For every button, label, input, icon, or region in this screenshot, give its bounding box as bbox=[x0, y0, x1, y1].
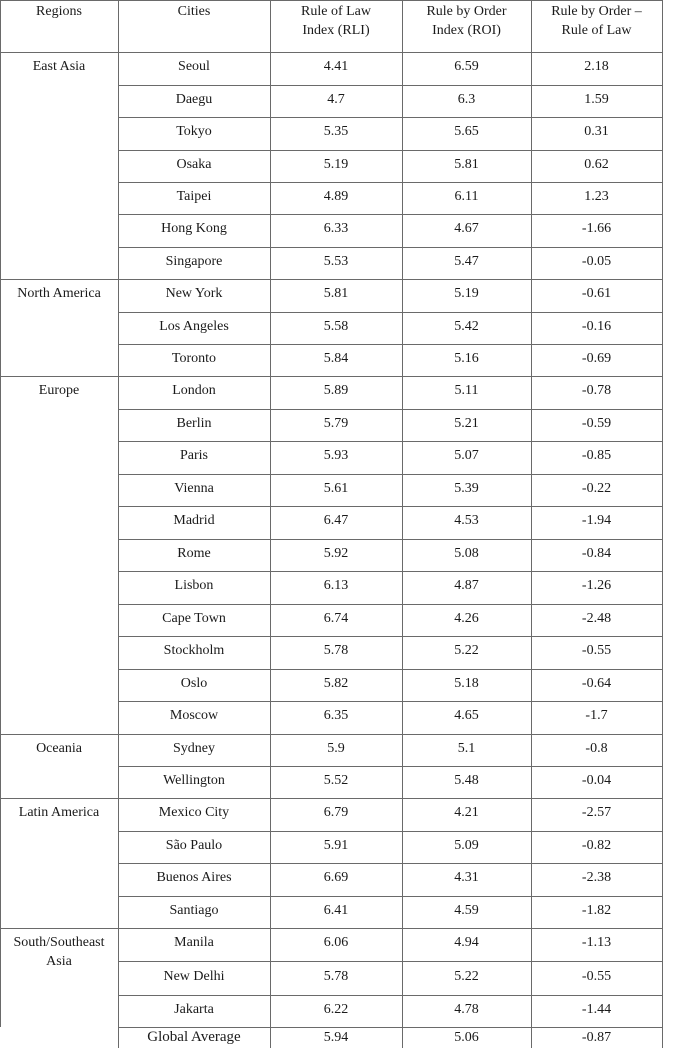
roi-cell: 5.48 bbox=[454, 773, 479, 788]
city-cell: Oslo bbox=[180, 676, 208, 691]
roi-cell: 5.16 bbox=[454, 351, 479, 366]
roi-cell: 4.87 bbox=[454, 578, 479, 593]
rli-cell: 6.79 bbox=[323, 805, 349, 820]
roi-cell: 5.47 bbox=[454, 254, 479, 269]
city-cell: Stockholm bbox=[163, 643, 225, 658]
global-average-roi: 5.06 bbox=[454, 1030, 479, 1045]
diff-cell: 2.18 bbox=[584, 59, 609, 74]
city-cell: Seoul bbox=[178, 59, 210, 74]
region-label bbox=[0, 381, 118, 400]
region-label bbox=[0, 803, 118, 822]
city-cell: Osaka bbox=[176, 157, 212, 172]
region-label-line1: Oceania bbox=[36, 741, 82, 756]
row-divider bbox=[118, 669, 662, 670]
region-label-line1: East Asia bbox=[32, 59, 86, 74]
rli-cell: 5.79 bbox=[323, 416, 349, 431]
roi-cell: 5.81 bbox=[454, 157, 479, 172]
rli-cell: 5.84 bbox=[323, 351, 349, 366]
roi-cell: 5.08 bbox=[454, 546, 479, 561]
city-cell: Toronto bbox=[171, 351, 217, 366]
roi-cell: 6.59 bbox=[454, 59, 479, 74]
roi-cell: 5.19 bbox=[454, 286, 479, 301]
diff-cell: -0.84 bbox=[581, 546, 612, 561]
diff-cell: 0.31 bbox=[584, 124, 609, 139]
global-average-rli: 5.94 bbox=[323, 1030, 349, 1045]
city-cell: Jakarta bbox=[174, 1002, 214, 1017]
rli-cell: 5.35 bbox=[323, 124, 349, 139]
rli-cell: 5.19 bbox=[323, 157, 349, 172]
region-divider bbox=[0, 279, 662, 280]
row-divider bbox=[118, 474, 662, 475]
row-divider bbox=[118, 636, 662, 637]
diff-cell: -2.57 bbox=[581, 805, 612, 820]
header-regions bbox=[0, 2, 118, 21]
roi-cell: 5.39 bbox=[454, 481, 479, 496]
city-cell: Sydney bbox=[173, 741, 215, 756]
row-divider bbox=[118, 896, 662, 897]
row-divider bbox=[118, 182, 662, 183]
region-divider bbox=[0, 734, 662, 735]
header-diff-line1: Rule by Order – bbox=[551, 4, 642, 19]
diff-cell: -0.8 bbox=[585, 741, 608, 756]
region-label-line1: South/Southeast bbox=[13, 935, 105, 950]
roi-cell: 4.65 bbox=[454, 708, 479, 723]
region-divider bbox=[0, 798, 662, 799]
column-border bbox=[0, 0, 1, 1027]
header-diff bbox=[531, 2, 662, 40]
header-cities-line1: Cities bbox=[177, 4, 211, 19]
region-divider bbox=[0, 928, 662, 929]
roi-cell: 5.18 bbox=[454, 676, 479, 691]
region-divider bbox=[0, 376, 662, 377]
region-label bbox=[0, 739, 118, 758]
diff-cell: -0.85 bbox=[581, 448, 612, 463]
rli-cell: 6.41 bbox=[323, 903, 349, 918]
header-regions-line1: Regions bbox=[36, 4, 82, 19]
table-top-border bbox=[0, 0, 662, 1]
diff-cell: -0.59 bbox=[581, 416, 612, 431]
rli-cell: 5.9 bbox=[327, 741, 345, 756]
row-divider bbox=[118, 539, 662, 540]
city-cell: Wellington bbox=[163, 773, 225, 788]
row-divider bbox=[118, 441, 662, 442]
city-cell: Daegu bbox=[175, 92, 213, 107]
roi-cell: 5.1 bbox=[457, 741, 476, 756]
city-cell: London bbox=[172, 383, 216, 398]
diff-cell: 1.23 bbox=[584, 189, 609, 204]
diff-cell: -0.55 bbox=[581, 643, 612, 658]
row-divider bbox=[118, 571, 662, 572]
rli-cell: 5.53 bbox=[323, 254, 349, 269]
header-roi bbox=[402, 2, 531, 40]
rli-cell: 5.82 bbox=[323, 676, 349, 691]
diff-cell: -1.26 bbox=[581, 578, 612, 593]
diff-cell: -1.13 bbox=[581, 935, 612, 950]
city-cell: New York bbox=[165, 286, 223, 301]
diff-cell: -0.82 bbox=[581, 838, 612, 853]
header-roi-line1: Rule by Order bbox=[426, 4, 507, 19]
diff-cell: -0.04 bbox=[581, 773, 612, 788]
city-cell: Santiago bbox=[169, 903, 219, 918]
roi-cell: 5.21 bbox=[454, 416, 479, 431]
city-cell: Mexico City bbox=[158, 805, 230, 820]
header-cities bbox=[118, 2, 270, 21]
row-divider bbox=[118, 961, 662, 962]
rli-cell: 4.7 bbox=[327, 92, 345, 107]
diff-cell: -0.55 bbox=[581, 969, 612, 984]
city-cell: Cape Town bbox=[162, 611, 226, 626]
row-divider bbox=[118, 863, 662, 864]
rli-cell: 5.92 bbox=[323, 546, 349, 561]
diff-cell: -2.48 bbox=[581, 611, 612, 626]
city-cell: Singapore bbox=[165, 254, 223, 269]
rli-cell: 5.78 bbox=[323, 643, 349, 658]
rli-cell: 6.33 bbox=[323, 221, 349, 236]
rli-cell: 5.91 bbox=[323, 838, 349, 853]
rli-cell: 6.74 bbox=[323, 611, 349, 626]
diff-cell: -0.78 bbox=[581, 383, 612, 398]
row-divider bbox=[118, 701, 662, 702]
diff-cell: -0.69 bbox=[581, 351, 612, 366]
city-cell: Lisbon bbox=[174, 578, 214, 593]
diff-cell: 0.62 bbox=[584, 157, 609, 172]
diff-cell: -0.16 bbox=[581, 319, 612, 334]
roi-cell: 5.42 bbox=[454, 319, 479, 334]
global-average-diff: -0.87 bbox=[581, 1030, 612, 1045]
roi-cell: 4.26 bbox=[454, 611, 479, 626]
row-divider bbox=[118, 312, 662, 313]
city-cell: Los Angeles bbox=[159, 319, 229, 334]
rli-cell: 6.06 bbox=[323, 935, 349, 950]
diff-cell: -1.44 bbox=[581, 1002, 612, 1017]
diff-cell: -1.7 bbox=[585, 708, 608, 723]
city-cell: Vienna bbox=[174, 481, 214, 496]
diff-cell: 1.59 bbox=[584, 92, 609, 107]
region-label bbox=[0, 933, 118, 971]
roi-cell: 5.65 bbox=[454, 124, 479, 139]
rli-cell: 6.69 bbox=[323, 870, 349, 885]
header-rli-line1: Rule of Law bbox=[301, 4, 371, 19]
rli-cell: 5.93 bbox=[323, 448, 349, 463]
rli-cell: 5.78 bbox=[323, 969, 349, 984]
rli-cell: 5.52 bbox=[323, 773, 349, 788]
city-cell: Buenos Aires bbox=[156, 870, 232, 885]
diff-cell: -0.05 bbox=[581, 254, 612, 269]
city-cell: Taipei bbox=[176, 189, 212, 204]
city-cell: New Delhi bbox=[163, 969, 225, 984]
diff-cell: -2.38 bbox=[581, 870, 612, 885]
row-divider bbox=[118, 604, 662, 605]
diff-cell: -0.64 bbox=[581, 676, 612, 691]
rli-cell: 6.35 bbox=[323, 708, 349, 723]
roi-cell: 4.21 bbox=[454, 805, 479, 820]
city-cell: Hong Kong bbox=[161, 221, 227, 236]
city-cell: São Paulo bbox=[165, 838, 223, 853]
roi-cell: 4.53 bbox=[454, 513, 479, 528]
row-divider bbox=[118, 150, 662, 151]
global-average-label: Global Average bbox=[147, 1029, 241, 1045]
rli-cell: 6.13 bbox=[323, 578, 349, 593]
row-divider bbox=[118, 995, 662, 996]
city-cell: Manila bbox=[174, 935, 214, 950]
row-divider bbox=[118, 344, 662, 345]
city-cell: Tokyo bbox=[176, 124, 212, 139]
row-divider bbox=[118, 85, 662, 86]
region-label bbox=[0, 57, 118, 76]
rli-cell: 6.47 bbox=[323, 513, 349, 528]
city-cell: Moscow bbox=[169, 708, 219, 723]
diff-cell: -1.82 bbox=[581, 903, 612, 918]
header-roi-line2: Index (ROI) bbox=[432, 23, 501, 38]
header-divider bbox=[0, 52, 662, 53]
diff-cell: -0.61 bbox=[581, 286, 612, 301]
diff-cell: -1.66 bbox=[581, 221, 612, 236]
rli-cell: 5.58 bbox=[323, 319, 349, 334]
roi-cell: 5.22 bbox=[454, 643, 479, 658]
header-diff-line2: Rule of Law bbox=[561, 23, 632, 38]
roi-cell: 4.78 bbox=[454, 1002, 479, 1017]
roi-cell: 6.3 bbox=[457, 92, 476, 107]
region-label-line1: North America bbox=[17, 286, 101, 301]
row-divider bbox=[118, 831, 662, 832]
roi-cell: 4.94 bbox=[454, 935, 479, 950]
row-divider bbox=[118, 409, 662, 410]
row-divider bbox=[118, 766, 662, 767]
row-divider bbox=[118, 506, 662, 507]
rli-cell: 5.61 bbox=[323, 481, 349, 496]
city-cell: Madrid bbox=[173, 513, 215, 528]
row-divider bbox=[118, 117, 662, 118]
roi-cell: 6.11 bbox=[454, 189, 479, 204]
city-cell: Rome bbox=[177, 546, 211, 561]
roi-cell: 4.31 bbox=[454, 870, 479, 885]
diff-cell: -0.22 bbox=[581, 481, 612, 496]
diff-cell: -1.94 bbox=[581, 513, 612, 528]
rli-cell: 6.22 bbox=[323, 1002, 349, 1017]
roi-cell: 4.67 bbox=[454, 221, 479, 236]
roi-cell: 5.22 bbox=[454, 969, 479, 984]
header-rli-line2: Index (RLI) bbox=[302, 23, 370, 38]
row-divider bbox=[118, 214, 662, 215]
header-rli bbox=[270, 2, 402, 40]
roi-cell: 5.11 bbox=[454, 383, 479, 398]
roi-cell: 4.59 bbox=[454, 903, 479, 918]
rli-cell: 5.89 bbox=[323, 383, 349, 398]
rli-cell: 4.89 bbox=[323, 189, 349, 204]
region-label-line1: Europe bbox=[38, 383, 80, 398]
city-cell: Paris bbox=[180, 448, 208, 463]
column-border bbox=[662, 0, 663, 1048]
city-cell: Berlin bbox=[176, 416, 212, 431]
roi-cell: 5.07 bbox=[454, 448, 479, 463]
roi-cell: 5.09 bbox=[454, 838, 479, 853]
rli-cell: 4.41 bbox=[323, 59, 349, 74]
region-label-line1: Latin America bbox=[18, 805, 100, 820]
region-label bbox=[0, 284, 118, 303]
rli-cell: 5.81 bbox=[323, 286, 349, 301]
row-divider bbox=[118, 247, 662, 248]
region-label-line2: Asia bbox=[46, 954, 72, 969]
